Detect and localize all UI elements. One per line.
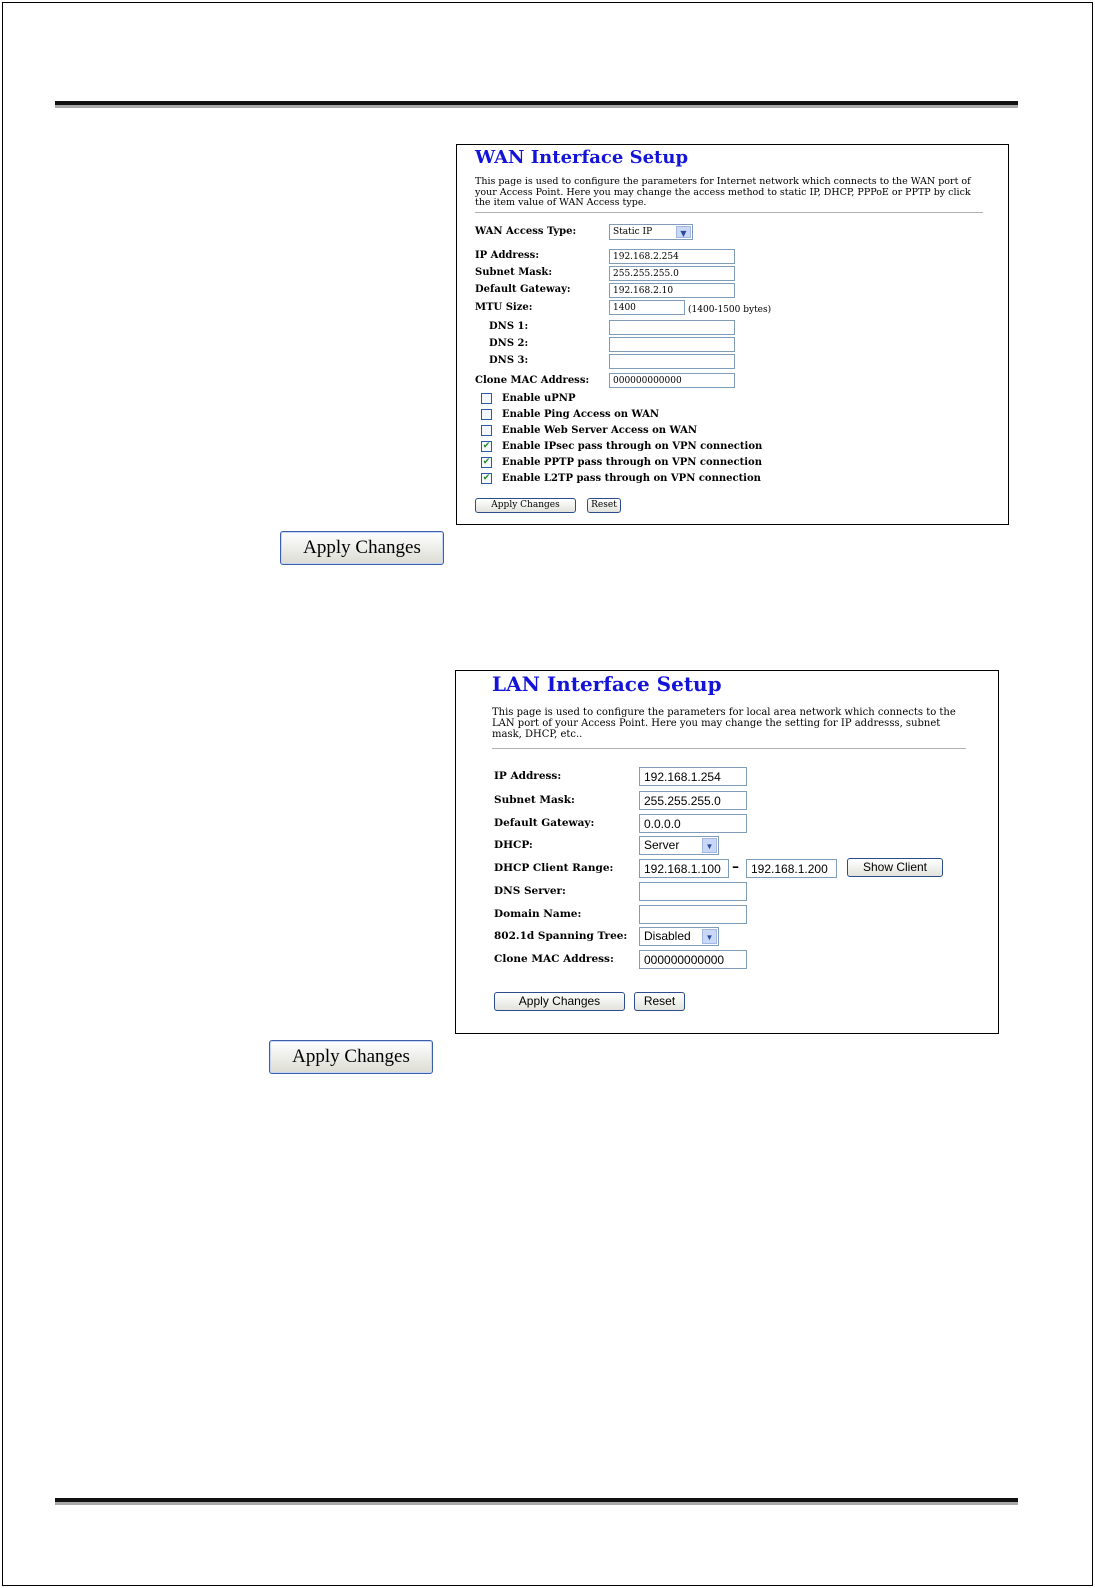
lan-range-dash: –: [732, 859, 739, 875]
lan-ip-label: IP Address:: [494, 770, 562, 782]
wan-description: This page is used to configure the parameters for Internet network which connects to the WAN port of your Access Point. Here you may change the access method to static IP, DHCP, PPPoE or PPTP by click the item value of WAN Access type.: [475, 176, 971, 209]
lan-show-client-button[interactable]: Show Client: [847, 858, 943, 877]
wan-web-access-checkbox[interactable]: [481, 425, 492, 436]
wan-separator: [475, 212, 983, 213]
wan-ipsec-checkbox[interactable]: ✔: [482, 441, 491, 451]
wan-apply-changes-button[interactable]: Apply Changes: [475, 498, 576, 513]
wan-ip-label: IP Address:: [475, 250, 540, 261]
lan-stp-label: 802.1d Spanning Tree:: [494, 930, 628, 942]
chevron-down-icon: ▼: [702, 929, 717, 944]
wan-access-type-value: Static IP: [613, 227, 653, 237]
lan-clone-mac-input[interactable]: 000000000000: [639, 950, 747, 969]
wan-gateway-label: Default Gateway:: [475, 284, 571, 295]
lan-separator: [492, 748, 966, 749]
wan-dns2-input[interactable]: [609, 337, 735, 352]
wan-ip-input[interactable]: 192.168.2.254: [609, 249, 735, 264]
wan-subnet-input[interactable]: 255.255.255.0: [609, 266, 735, 281]
wan-l2tp-label: Enable L2TP pass through on VPN connection: [502, 473, 761, 484]
lan-clone-mac-label: Clone MAC Address:: [494, 953, 614, 965]
wan-ping-checkbox[interactable]: [481, 409, 492, 420]
wan-clone-mac-input[interactable]: 000000000000: [609, 373, 735, 388]
lan-dhcp-select[interactable]: [639, 836, 719, 855]
wan-upnp-label: Enable uPNP: [502, 393, 576, 404]
wan-interface-panel: [456, 144, 1009, 525]
lan-ip-input[interactable]: 192.168.1.254: [639, 767, 747, 786]
lan-dns-input[interactable]: [639, 882, 747, 901]
apply-changes-button-figure-2[interactable]: Apply Changes: [269, 1040, 433, 1074]
chevron-down-icon: ▼: [702, 838, 717, 853]
apply-changes-button-figure-1[interactable]: Apply Changes: [280, 531, 444, 565]
wan-ping-label: Enable Ping Access on WAN: [502, 409, 660, 420]
wan-pptp-checkbox[interactable]: ✔: [482, 457, 491, 467]
lan-domain-label: Domain Name:: [494, 908, 582, 920]
lan-gateway-input[interactable]: 0.0.0.0: [639, 814, 747, 833]
lan-dhcp-range-label: DHCP Client Range:: [494, 862, 614, 874]
lan-apply-changes-button[interactable]: Apply Changes: [494, 992, 625, 1011]
wan-dns1-input[interactable]: [609, 320, 735, 335]
lan-description: This page is used to configure the parameters for local area network which connects to the LAN port of your Access Point. Here you may change the setting for IP addresss, subnet mask, DHCP, etc..: [492, 707, 956, 741]
lan-dhcp-value: Server: [644, 838, 680, 852]
lan-page-title: LAN Interface Setup: [492, 672, 722, 696]
chevron-down-icon: ▼: [676, 226, 691, 238]
wan-access-type-label: WAN Access Type:: [475, 226, 577, 237]
lan-gateway-label: Default Gateway:: [494, 817, 595, 829]
wan-gateway-input[interactable]: 192.168.2.10: [609, 283, 735, 298]
wan-subnet-label: Subnet Mask:: [475, 267, 553, 278]
lan-reset-button[interactable]: Reset: [634, 992, 685, 1011]
lan-subnet-label: Subnet Mask:: [494, 794, 575, 806]
wan-dns3-label: DNS 3:: [489, 355, 529, 366]
wan-ipsec-label: Enable IPsec pass through on VPN connection: [502, 441, 763, 452]
wan-upnp-checkbox[interactable]: [481, 393, 492, 404]
wan-web-access-label: Enable Web Server Access on WAN: [502, 425, 697, 436]
lan-dhcp-range-end-input[interactable]: 192.168.1.200: [746, 859, 837, 878]
wan-reset-button[interactable]: Reset: [587, 498, 621, 513]
footer-rule: [55, 1498, 1018, 1505]
lan-domain-input[interactable]: [639, 905, 747, 924]
wan-mtu-label: MTU Size:: [475, 302, 533, 313]
lan-subnet-input[interactable]: 255.255.255.0: [639, 791, 747, 810]
wan-mtu-hint: (1400-1500 bytes): [688, 305, 772, 315]
lan-dhcp-range-start-input[interactable]: 192.168.1.100: [639, 859, 729, 878]
lan-interface-panel: [455, 670, 999, 1034]
wan-clone-mac-label: Clone MAC Address:: [475, 375, 590, 386]
lan-stp-select[interactable]: [639, 927, 719, 946]
wan-access-type-select[interactable]: [609, 224, 693, 240]
lan-dns-label: DNS Server:: [494, 885, 566, 897]
header-rule: [55, 101, 1018, 108]
wan-dns1-label: DNS 1:: [489, 321, 529, 332]
wan-page-title: WAN Interface Setup: [475, 147, 689, 168]
wan-mtu-input[interactable]: 1400: [609, 300, 685, 315]
wan-l2tp-checkbox[interactable]: ✔: [482, 473, 491, 483]
wan-dns2-label: DNS 2:: [489, 338, 529, 349]
lan-stp-value: Disabled: [644, 929, 691, 943]
lan-dhcp-label: DHCP:: [494, 839, 533, 851]
wan-pptp-label: Enable PPTP pass through on VPN connection: [502, 457, 762, 468]
wan-dns3-input[interactable]: [609, 354, 735, 369]
